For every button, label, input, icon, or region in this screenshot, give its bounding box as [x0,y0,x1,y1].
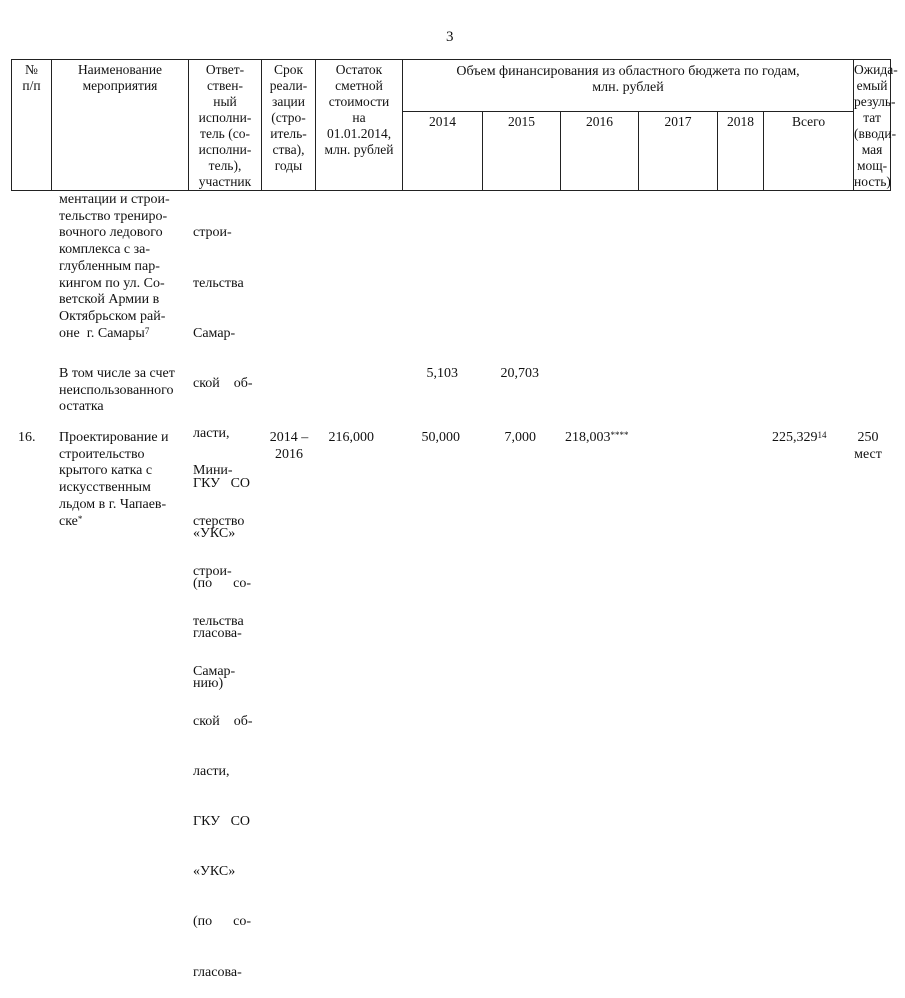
header-remainder: Остаток сметной стоимости на 01.01.2014, млн. рублей [316,60,403,191]
row16-responsible-cell [193,430,253,998]
row16-2016-cell [565,430,629,447]
cont-name-line: тельство трениро- [59,208,168,224]
row16-name-line: льдом в г. Чапаев- [59,496,167,512]
row16-name-line: искусственным [59,480,151,496]
header-name: Наименование мероприятия [52,60,189,191]
incl-name-line: неиспользованного [59,382,174,398]
header-year-2014: 2014 [403,112,483,191]
cont-resp-line: нию) [193,676,224,692]
cont-resp-line: ГКУ СО [193,475,251,491]
cont-resp-line: тельства [193,275,244,291]
cont-name-line: ментации и строи- [59,192,170,207]
cont-resp-line: «УКС» [193,526,236,542]
row16-name-line: ске [59,513,78,529]
cont-resp-line: гласова- [193,626,242,642]
page-number: 3 [446,29,454,45]
cont-name-line: оне г. Самары [59,325,145,341]
row16-resp-line: (по со- [193,914,252,930]
footnote-mark: 7 [144,325,150,336]
header-term: Срок реали- зации (стро- итель- ства), годы [262,60,316,191]
header-result: Ожида- емый резуль- тат (вводи- мая мощ- ность) [854,60,891,191]
row16-2015: 7,000 [504,430,536,445]
row16-resp-line: «УКС» [193,864,236,880]
row16-resp-line: гласова- [193,964,242,980]
row16-resp-line: ГКУ СО [193,814,251,830]
incl-name-line: остатка [59,399,104,415]
cont-name-line: Октябрьском рай- [59,308,166,324]
row16-resp-line: ласти, [193,764,230,780]
row16-name-line: строительство [59,446,145,462]
footnote-mark: 14 [817,430,827,440]
cont-name-cell [59,192,170,342]
header-year-2015: 2015 [483,112,561,191]
row16-name-cell [59,430,169,530]
cont-name-line: комплекса с за- [59,242,151,258]
row16-num: 16. [18,430,36,445]
cont-name-line: кингом по ул. Со- [59,275,165,291]
row16-name-last-line [59,514,169,531]
table-header [11,59,898,191]
row16-result-line: 250 [857,430,879,445]
row16-total-cell [772,430,827,447]
row16-resp-line: Самар- [193,663,236,679]
row16-result-cell [846,430,890,463]
cont-name-line: глубленным пар- [59,258,160,274]
cont-resp-line: строи- [193,225,232,241]
row16-remainder: 216,000 [328,430,374,445]
cont-name-line: вочного ледового [59,225,163,241]
row16-result-line: мест [854,446,882,462]
incl-2014: 5,103 [426,366,458,381]
incl-2015: 20,703 [500,366,539,381]
footnote-mark: **** [610,430,629,440]
cont-resp-line: ской об- [193,375,253,391]
cont-name-last-line [59,326,170,343]
row16-term-cell [264,430,314,463]
cont-resp-line: ласти, [193,425,230,441]
cont-resp-line: Самар- [193,325,236,341]
header-year-total: Всего [764,112,854,191]
header-year-2018: 2018 [718,112,764,191]
row16-resp-line: Мини- [193,463,233,479]
row16-name-line: крытого катка с [59,463,153,479]
row16-resp-line: тельства [193,613,244,629]
row16-2014: 50,000 [421,430,460,445]
footnote-mark: * [77,513,83,524]
cont-name-line: ветской Армии в [59,292,160,308]
row16-resp-line: стерство [193,513,245,529]
header-financing: Объем финансирования из областного бюджета по годам, млн. рублей [403,60,854,112]
row16-2016: 218,003 [565,430,611,445]
row16-resp-line: строи- [193,563,232,579]
cont-resp-line: (по со- [193,576,252,592]
row16-total: 225,329 [772,430,818,445]
row16-term-line: 2016 [275,446,303,462]
row16-resp-line: ской об- [193,713,253,729]
row16-name-line: Проектирование и [59,430,169,445]
header-num: № п/п [12,60,52,191]
incl-name-line: В том числе за счет [59,366,175,381]
header-responsible: Ответ- ствен- ный исполни- тель (со- исполни- тель), участник [189,60,262,191]
row16-term-line: 2014 – [269,430,309,445]
header-year-2017: 2017 [639,112,718,191]
incl-name-cell [59,366,175,416]
header-year-2016: 2016 [561,112,639,191]
